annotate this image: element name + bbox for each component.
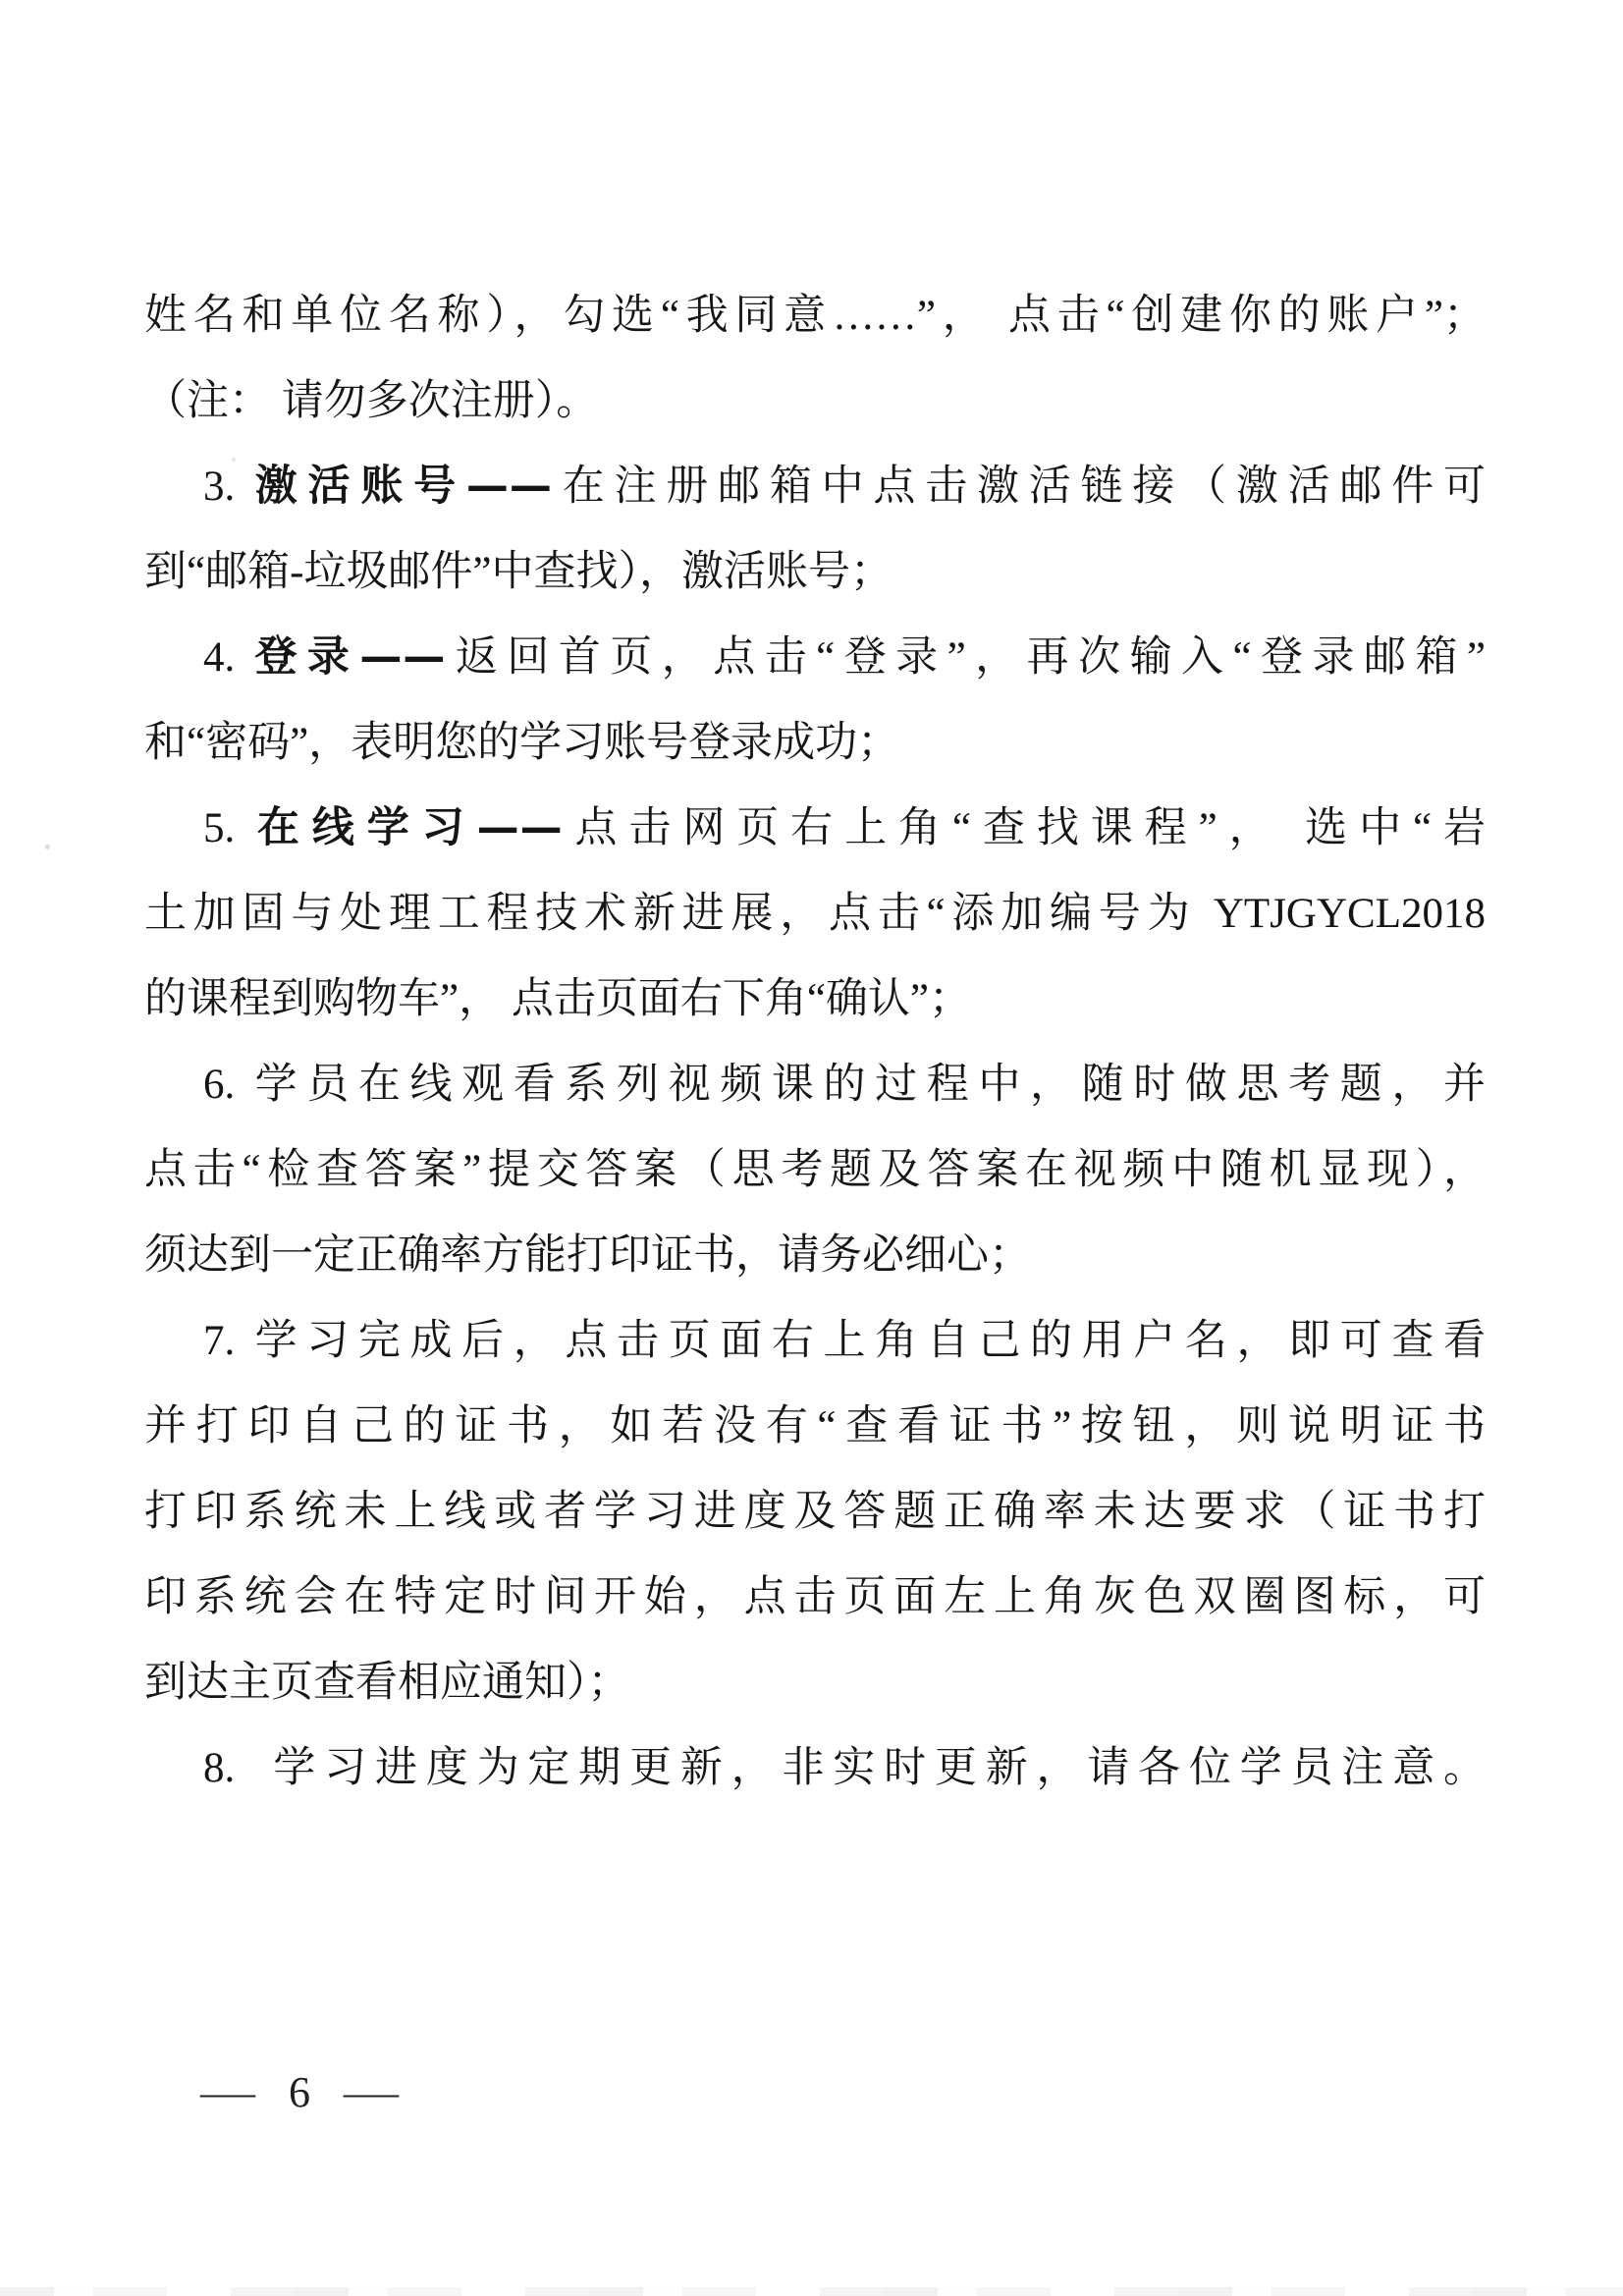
text-line — [144, 1640, 1486, 1725]
text-line — [144, 1725, 1486, 1811]
text-segment: 点击网页右上角“查找课程”， 选中“岩 — [563, 805, 1487, 851]
text-line — [144, 1127, 1486, 1213]
text-segment: 5. — [203, 805, 257, 851]
text-line — [144, 1555, 1486, 1640]
text-segment: 土加固与处理工程技术新进展，点击“添加编号为 YTJGYCL2018 — [144, 891, 1486, 937]
text-segment: 须达到一定正确率方能打印证书，请务必细心； — [144, 1232, 1031, 1279]
text-segment: 7. 学习完成后，点击页面右上角自己的用户名，即可查看 — [203, 1318, 1486, 1364]
text-line — [144, 1213, 1486, 1298]
bold-term: 激活账号—— — [254, 462, 553, 511]
text-segment: 在注册邮箱中点击激活链接（激活邮件可 — [552, 464, 1487, 510]
text-line — [144, 957, 1486, 1042]
text-segment: 点击“检查答案”提交答案（思考题及答案在视频中随机显现）， — [144, 1147, 1486, 1193]
text-segment: 姓名和单位名称），勾选“我同意……”， 点击“创建你的账户”； — [144, 293, 1486, 339]
text-line — [144, 1384, 1486, 1469]
text-segment: 印系统会在特定时间开始，点击页面左上角灰色双圈图标，可 — [144, 1574, 1486, 1620]
text-segment: 并打印自己的证书，如若没有“查看证书”按钮，则说明证书 — [144, 1403, 1486, 1449]
text-line — [144, 615, 1486, 700]
text-line — [144, 358, 1486, 444]
document-body — [144, 273, 1486, 1811]
scan-speck — [232, 458, 236, 462]
text-segment: 和“密码”，表明您的学习账号登录成功； — [144, 720, 900, 766]
scanner-artifact-band — [0, 2287, 1623, 2296]
bold-term: 登录—— — [254, 632, 447, 682]
text-line — [144, 700, 1486, 786]
page-footer — [200, 2065, 399, 2120]
text-line — [144, 529, 1486, 615]
bold-term: 在线学习—— — [256, 803, 564, 852]
text-segment: 的课程到购物车”， 点击页面右下角“确认”； — [144, 976, 972, 1022]
footer-left-dash: — — [200, 2070, 255, 2114]
text-segment: 4. — [203, 634, 255, 681]
text-line — [144, 444, 1486, 529]
text-line — [144, 1298, 1486, 1384]
text-segment: 3. — [203, 464, 255, 510]
text-segment: 8. 学习进度为定期更新，非实时更新，请各位学员注意。 — [203, 1745, 1486, 1791]
text-line — [144, 871, 1486, 957]
text-line — [144, 273, 1486, 358]
text-line — [144, 1469, 1486, 1555]
text-segment: 打印系统未上线或者学习进度及答题正确率未达要求（证书打 — [144, 1489, 1486, 1535]
text-line — [144, 786, 1486, 871]
text-segment: （注： 请勿多次注册）。 — [144, 378, 599, 424]
text-segment: 到达主页查看相应通知）； — [144, 1660, 630, 1706]
footer-right-dash: — — [344, 2070, 399, 2114]
text-segment: 6. 学员在线观看系列视频课的过程中，随时做思考题，并 — [203, 1062, 1486, 1108]
scan-speck — [45, 845, 50, 849]
text-line — [144, 1042, 1486, 1127]
text-segment: 返回首页，点击“登录”，再次输入“登录邮箱” — [446, 634, 1487, 681]
page-number: 6 — [289, 2068, 310, 2116]
text-segment: 到“邮箱-垃圾邮件”中查找），激活账号； — [144, 549, 893, 595]
